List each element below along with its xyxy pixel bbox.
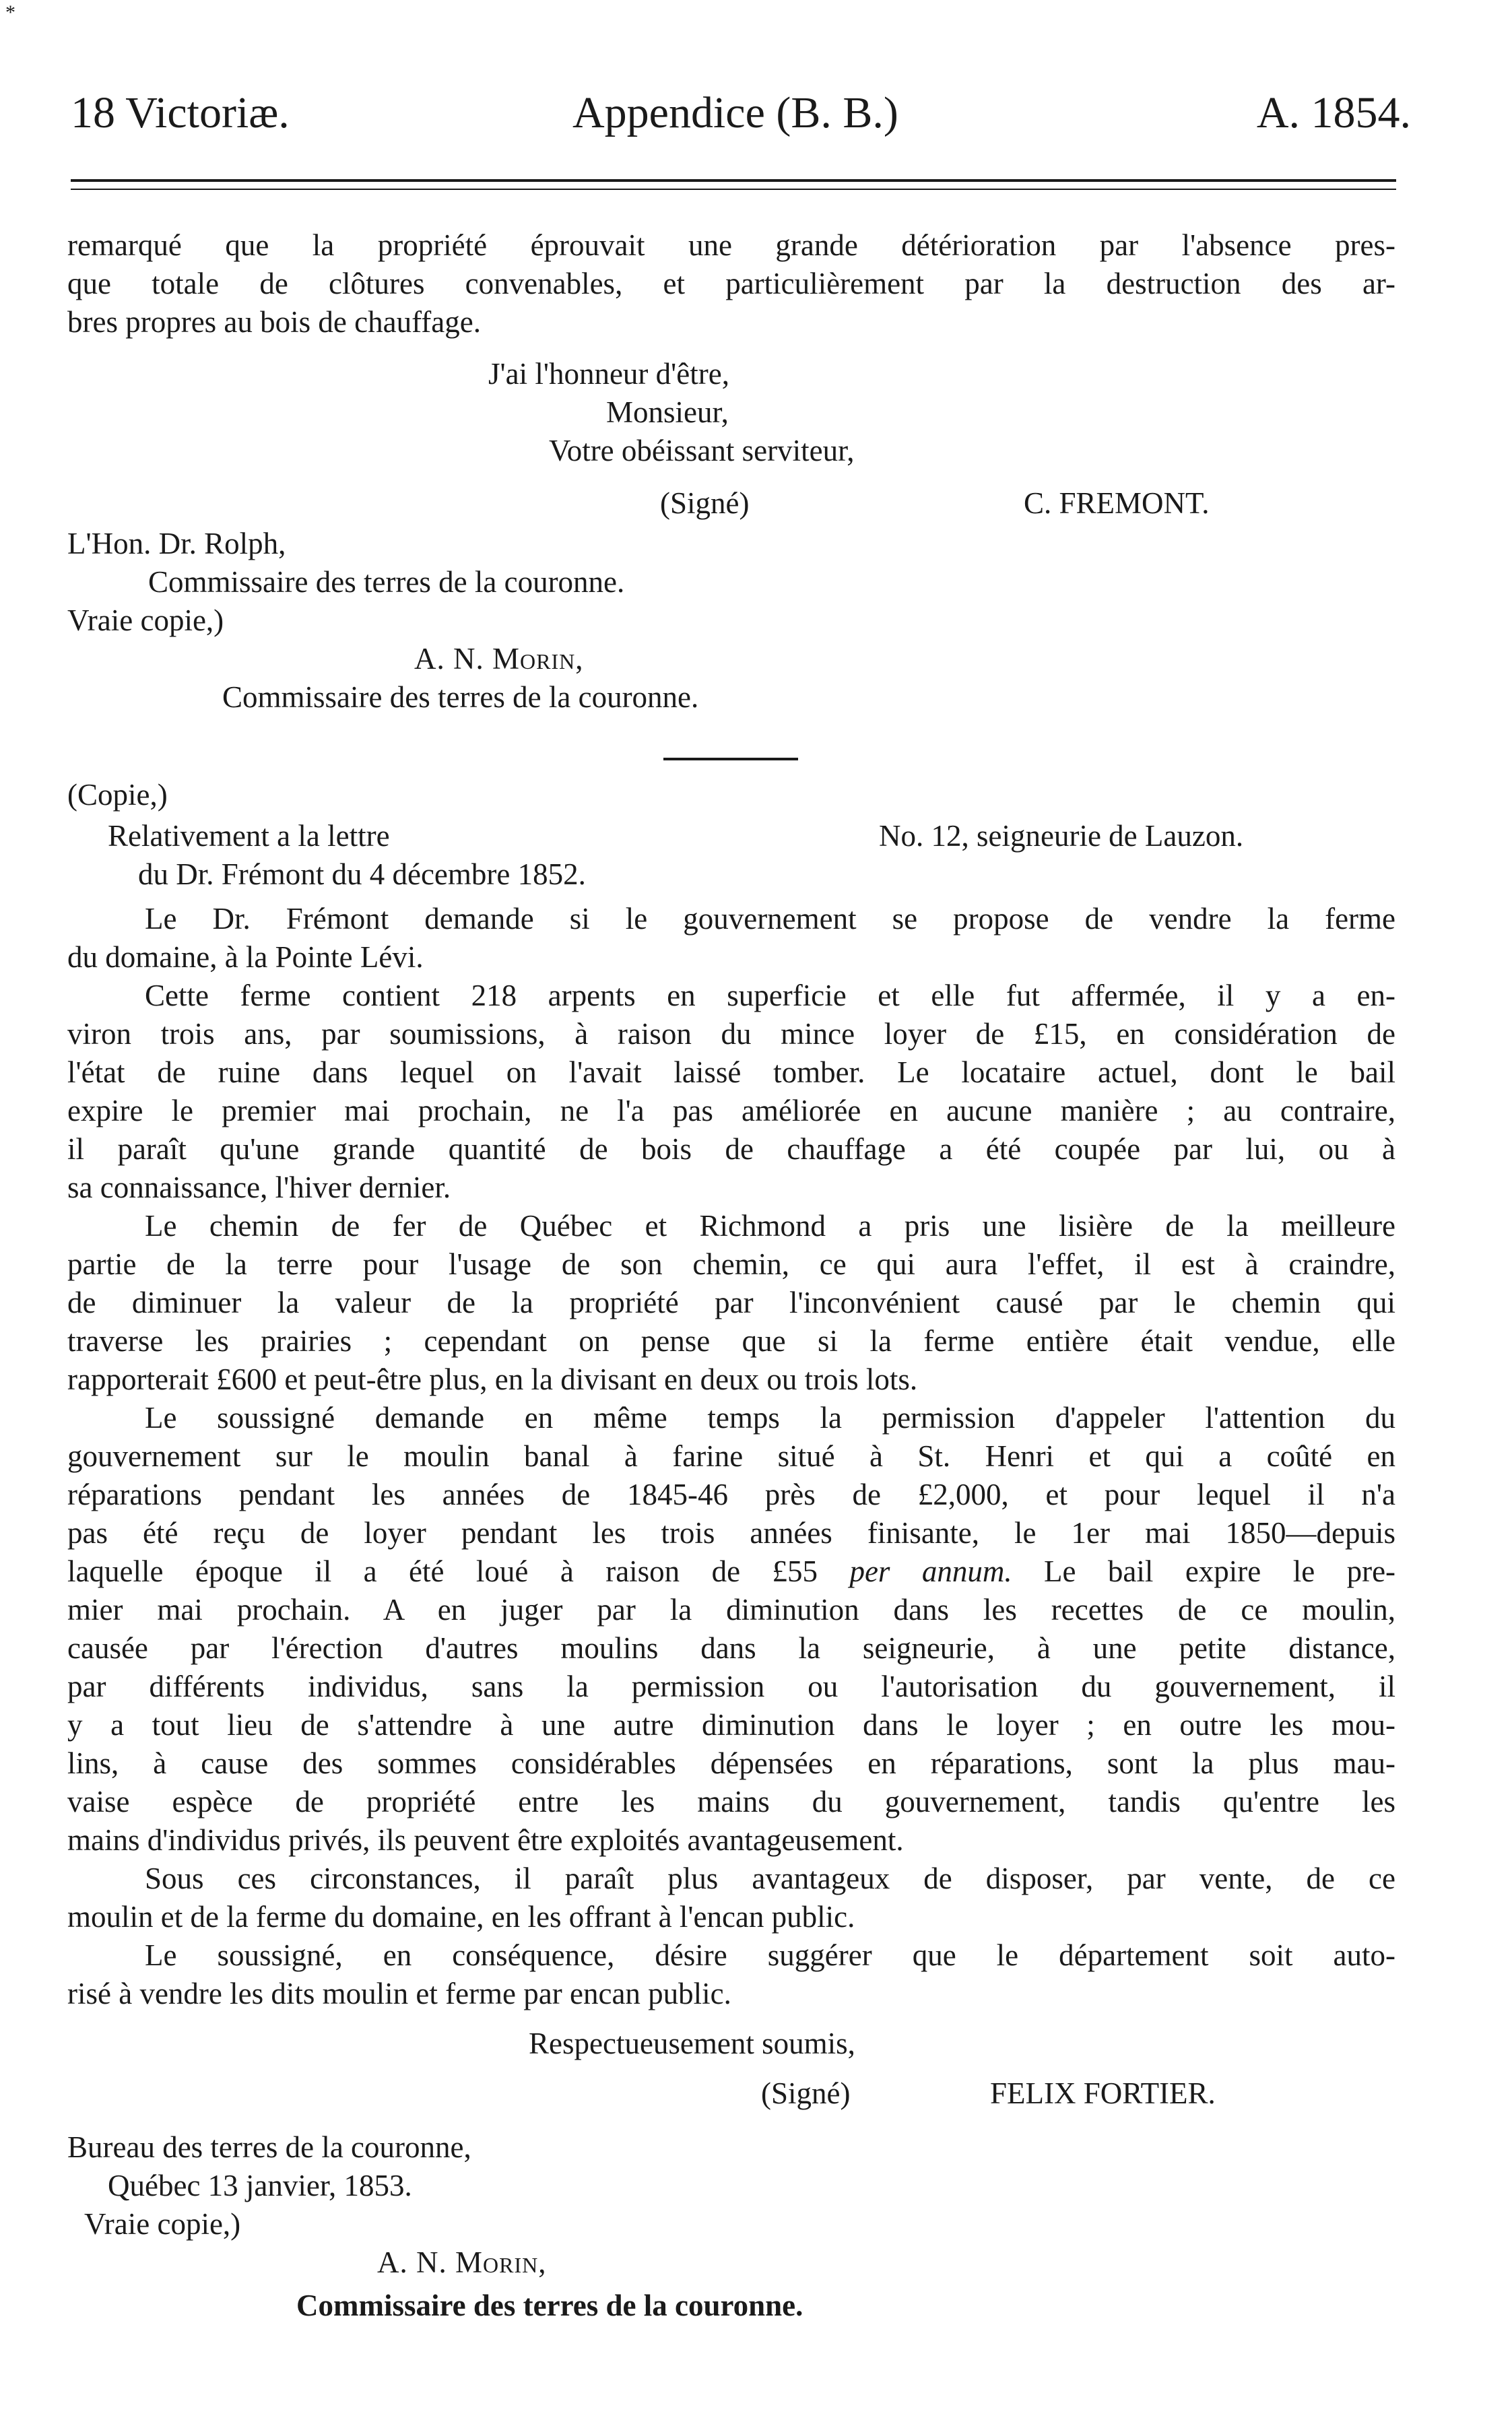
memo-p4-line-10: lins, à cause des sommes considérables dépensées en réparations, sont la plus mau- xyxy=(67,1746,1395,1780)
memo-p3-line-4: traverse les prairies ; cependant on pense que si la ferme entière était vendue, elle xyxy=(67,1324,1395,1358)
letter1-copy: Vraie copie,) xyxy=(67,603,224,637)
memo-place-date: Québec 13 janvier, 1853. xyxy=(108,2169,412,2202)
memo-office: Bureau des terres de la couronne, xyxy=(67,2130,471,2164)
memo-p6-line-1: Le soussigné, en conséquence, désire suggérer que le département soit auto- xyxy=(145,1938,1395,1972)
memo-p4-line-1: Le soussigné demande en même temps la permission d'appeler l'attention du xyxy=(145,1401,1395,1435)
memo-p4-line-7: causée par l'érection d'autres moulins dans la seigneurie, à une petite distance, xyxy=(67,1631,1395,1665)
memo-p6-line-2: risé à vendre les dits moulin et ferme par encan public. xyxy=(67,1977,731,2010)
letter1-addressee: L'Hon. Dr. Rolph, xyxy=(67,527,286,560)
letter1-closing-3: Votre obéissant serviteur, xyxy=(549,434,855,467)
letter1-signed: (Signé) xyxy=(660,486,750,520)
memo-p4-line-12: mains d'individus privés, ils peuvent être exploités avantageusement. xyxy=(67,1823,904,1857)
letter1-certifier: A. N. Morin, xyxy=(414,642,584,676)
memo-ref-left-2: du Dr. Frémont du 4 décembre 1852. xyxy=(138,857,586,891)
memo-p2-line-2: viron trois ans, par soumissions, à raison du mince loyer de £15, en considération de xyxy=(67,1017,1395,1051)
header-appendix: Appendice (B. B.) xyxy=(572,88,898,137)
memo-p5-line-1: Sous ces circonstances, il paraît plus avantageux de disposer, par vente, de ce xyxy=(145,1862,1395,1895)
memo-signed: (Signé) xyxy=(761,2076,851,2110)
memo-p4-line-9: y a tout lieu de s'attendre à une autre diminution dans le loyer ; en outre les mou- xyxy=(67,1708,1395,1742)
memo-signer: FELIX FORTIER. xyxy=(990,2076,1216,2110)
memo-p2-line-3: l'état de ruine dans lequel on l'avait laissé tomber. Le locataire actuel, dont le bail xyxy=(67,1055,1395,1089)
memo-p4-line-2: gouvernement sur le moulin banal à farine situé à St. Henri et qui a coûté en xyxy=(67,1439,1395,1473)
letter1-line-2: que totale de clôtures convenables, et particulièrement par la destruction des ar- xyxy=(67,267,1395,300)
memo-p4-line-11: vaise espèce de propriété entre les mains du gouvernement, tandis qu'entre les xyxy=(67,1785,1395,1818)
memo-copy-label: (Copie,) xyxy=(67,778,168,812)
memo-p4-line-6: mier mai prochain. A en juger par la diminution dans les recettes de ce moulin, xyxy=(67,1593,1395,1627)
memo-p2-line-5: il paraît qu'une grande quantité de bois de chauffage a été coupée par lui, ou à xyxy=(67,1132,1395,1166)
memo-p4-line-8: par différents individus, sans la permission ou l'autorisation du gouvernement, il xyxy=(67,1670,1395,1703)
memo-certifier-title: Commissaire des terres de la couronne. xyxy=(296,2289,803,2322)
memo-p2-line-6: sa connaissance, l'hiver dernier. xyxy=(67,1171,451,1204)
memo-p4-line-3: réparations pendant les années de 1845-46 près de £2,000, et pour lequel il n'a xyxy=(67,1478,1395,1511)
corner-mark: * xyxy=(5,1,15,24)
memo-p4-line-5 xyxy=(67,1552,1395,1590)
memo-p3-line-3: de diminuer la valeur de la propriété par l'inconvénient causé par le chemin qui xyxy=(67,1286,1395,1319)
header-year: A. 1854. xyxy=(1256,88,1411,137)
memo-p3-line-5: rapporterait £600 et peut-être plus, en la divisant en deux ou trois lots. xyxy=(67,1363,918,1396)
letter1-closing-1: J'ai l'honneur d'être, xyxy=(488,357,729,391)
header-rule-thin xyxy=(71,189,1396,190)
memo-p2-line-4: expire le premier mai prochain, ne l'a pas améliorée en aucune manière ; au contraire, xyxy=(67,1094,1395,1127)
memo-p1-line-2: du domaine, à la Pointe Lévi. xyxy=(67,940,424,974)
memo-p4-line-4: pas été reçu de loyer pendant les trois années finisante, le 1er mai 1850—depuis xyxy=(67,1516,1395,1550)
memo-closing: Respectueusement soumis, xyxy=(529,2027,855,2060)
memo-p3-line-2: partie de la terre pour l'usage de son chemin, ce qui aura l'effet, il est à craindre, xyxy=(67,1247,1395,1281)
memo-p2-line-1: Cette ferme contient 218 arpents en superficie et elle fut affermée, il y a en- xyxy=(145,979,1395,1012)
letter1-signer: C. FREMONT. xyxy=(1024,486,1210,520)
letter1-closing-2: Monsieur, xyxy=(606,395,729,429)
memo-p3-line-1: Le chemin de fer de Québec et Richmond a pris une lisière de la meilleure xyxy=(145,1209,1395,1243)
memo-p5-line-2: moulin et de la ferme du domaine, en les offrant à l'encan public. xyxy=(67,1900,855,1934)
page-header xyxy=(71,79,1411,147)
memo-p1-line-1: Le Dr. Frémont demande si le gouvernement se propose de vendre la ferme xyxy=(145,902,1395,936)
memo-copy: Vraie copie,) xyxy=(84,2207,241,2241)
memo-ref-right: No. 12, seigneurie de Lauzon. xyxy=(879,819,1244,853)
letter1-addressee-title: Commissaire des terres de la couronne. xyxy=(148,565,625,599)
section-separator xyxy=(663,758,798,760)
header-session: 18 Victoriæ. xyxy=(71,88,290,137)
letter1-line-3: bres propres au bois de chauffage. xyxy=(67,305,481,339)
letter1-line-1: remarqué que la propriété éprouvait une grande détérioration par l'absence pres- xyxy=(67,228,1395,262)
memo-ref-left-1: Relativement a la lettre xyxy=(108,819,390,853)
memo-p4-line-5-post: Le bail expire le pre- xyxy=(1044,1554,1396,1588)
per-annum: per annum. xyxy=(849,1554,1012,1588)
memo-certifier: A. N. Morin, xyxy=(377,2245,547,2279)
header-rule-thick xyxy=(71,179,1396,182)
letter1-certifier-title: Commissaire des terres de la couronne. xyxy=(222,680,699,714)
memo-p4-line-5-pre: laquelle époque il a été loué à raison de £55 xyxy=(67,1554,818,1588)
